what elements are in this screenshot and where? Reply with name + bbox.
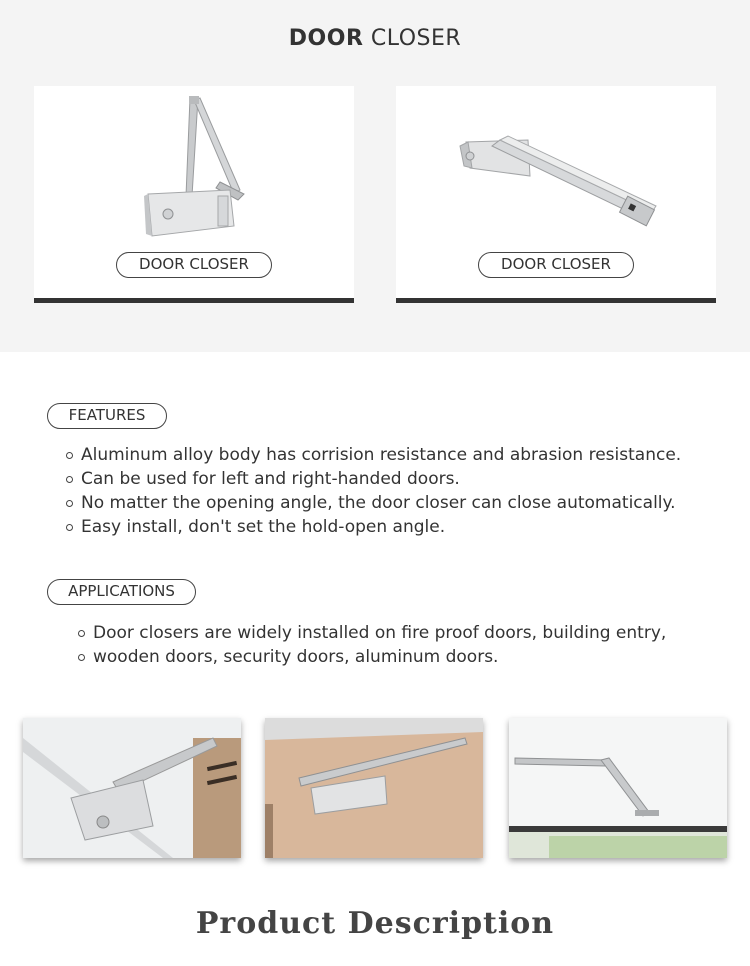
list-item: Easy install, don't set the hold-open angle. (66, 515, 681, 539)
list-item: Door closers are widely installed on fire proof doors, building entry, (78, 621, 666, 645)
installed-closer-photo-2-image (265, 718, 483, 858)
installed-closer-photo-3 (509, 718, 727, 858)
installed-closer-photo-1-image (23, 718, 241, 858)
features-list (66, 443, 681, 539)
product-label-pill[interactable]: DOOR CLOSER (116, 252, 272, 278)
list-item: Aluminum alloy body has corrision resistance and abrasion resistance. (66, 443, 681, 467)
continued-text: wooden doors, security doors, aluminum doors. (93, 647, 499, 667)
page-title (0, 26, 750, 51)
list-item: Can be used for left and right-handed doors. (66, 467, 681, 491)
list-item: No matter the opening angle, the door closer can close automatically. (66, 491, 681, 515)
product-card-slide-closer[interactable] (396, 86, 716, 303)
installed-closer-photo-2 (265, 718, 483, 858)
applications-label: APPLICATIONS (47, 579, 196, 605)
slide-rail-door-closer-image (396, 86, 716, 246)
list-item-continued (78, 645, 666, 669)
product-label-pill[interactable]: DOOR CLOSER (478, 252, 634, 278)
installed-closer-photo-1 (23, 718, 241, 858)
title-bold: DOOR (288, 26, 364, 51)
door-closer-arm-image (34, 86, 354, 246)
installed-closer-photo-3-image (509, 718, 727, 858)
features-label: FEATURES (47, 403, 167, 429)
product-card-door-closer[interactable] (34, 86, 354, 303)
title-light: CLOSER (370, 26, 462, 51)
applications-list (78, 621, 666, 669)
product-description-heading: Product Description (195, 906, 555, 941)
